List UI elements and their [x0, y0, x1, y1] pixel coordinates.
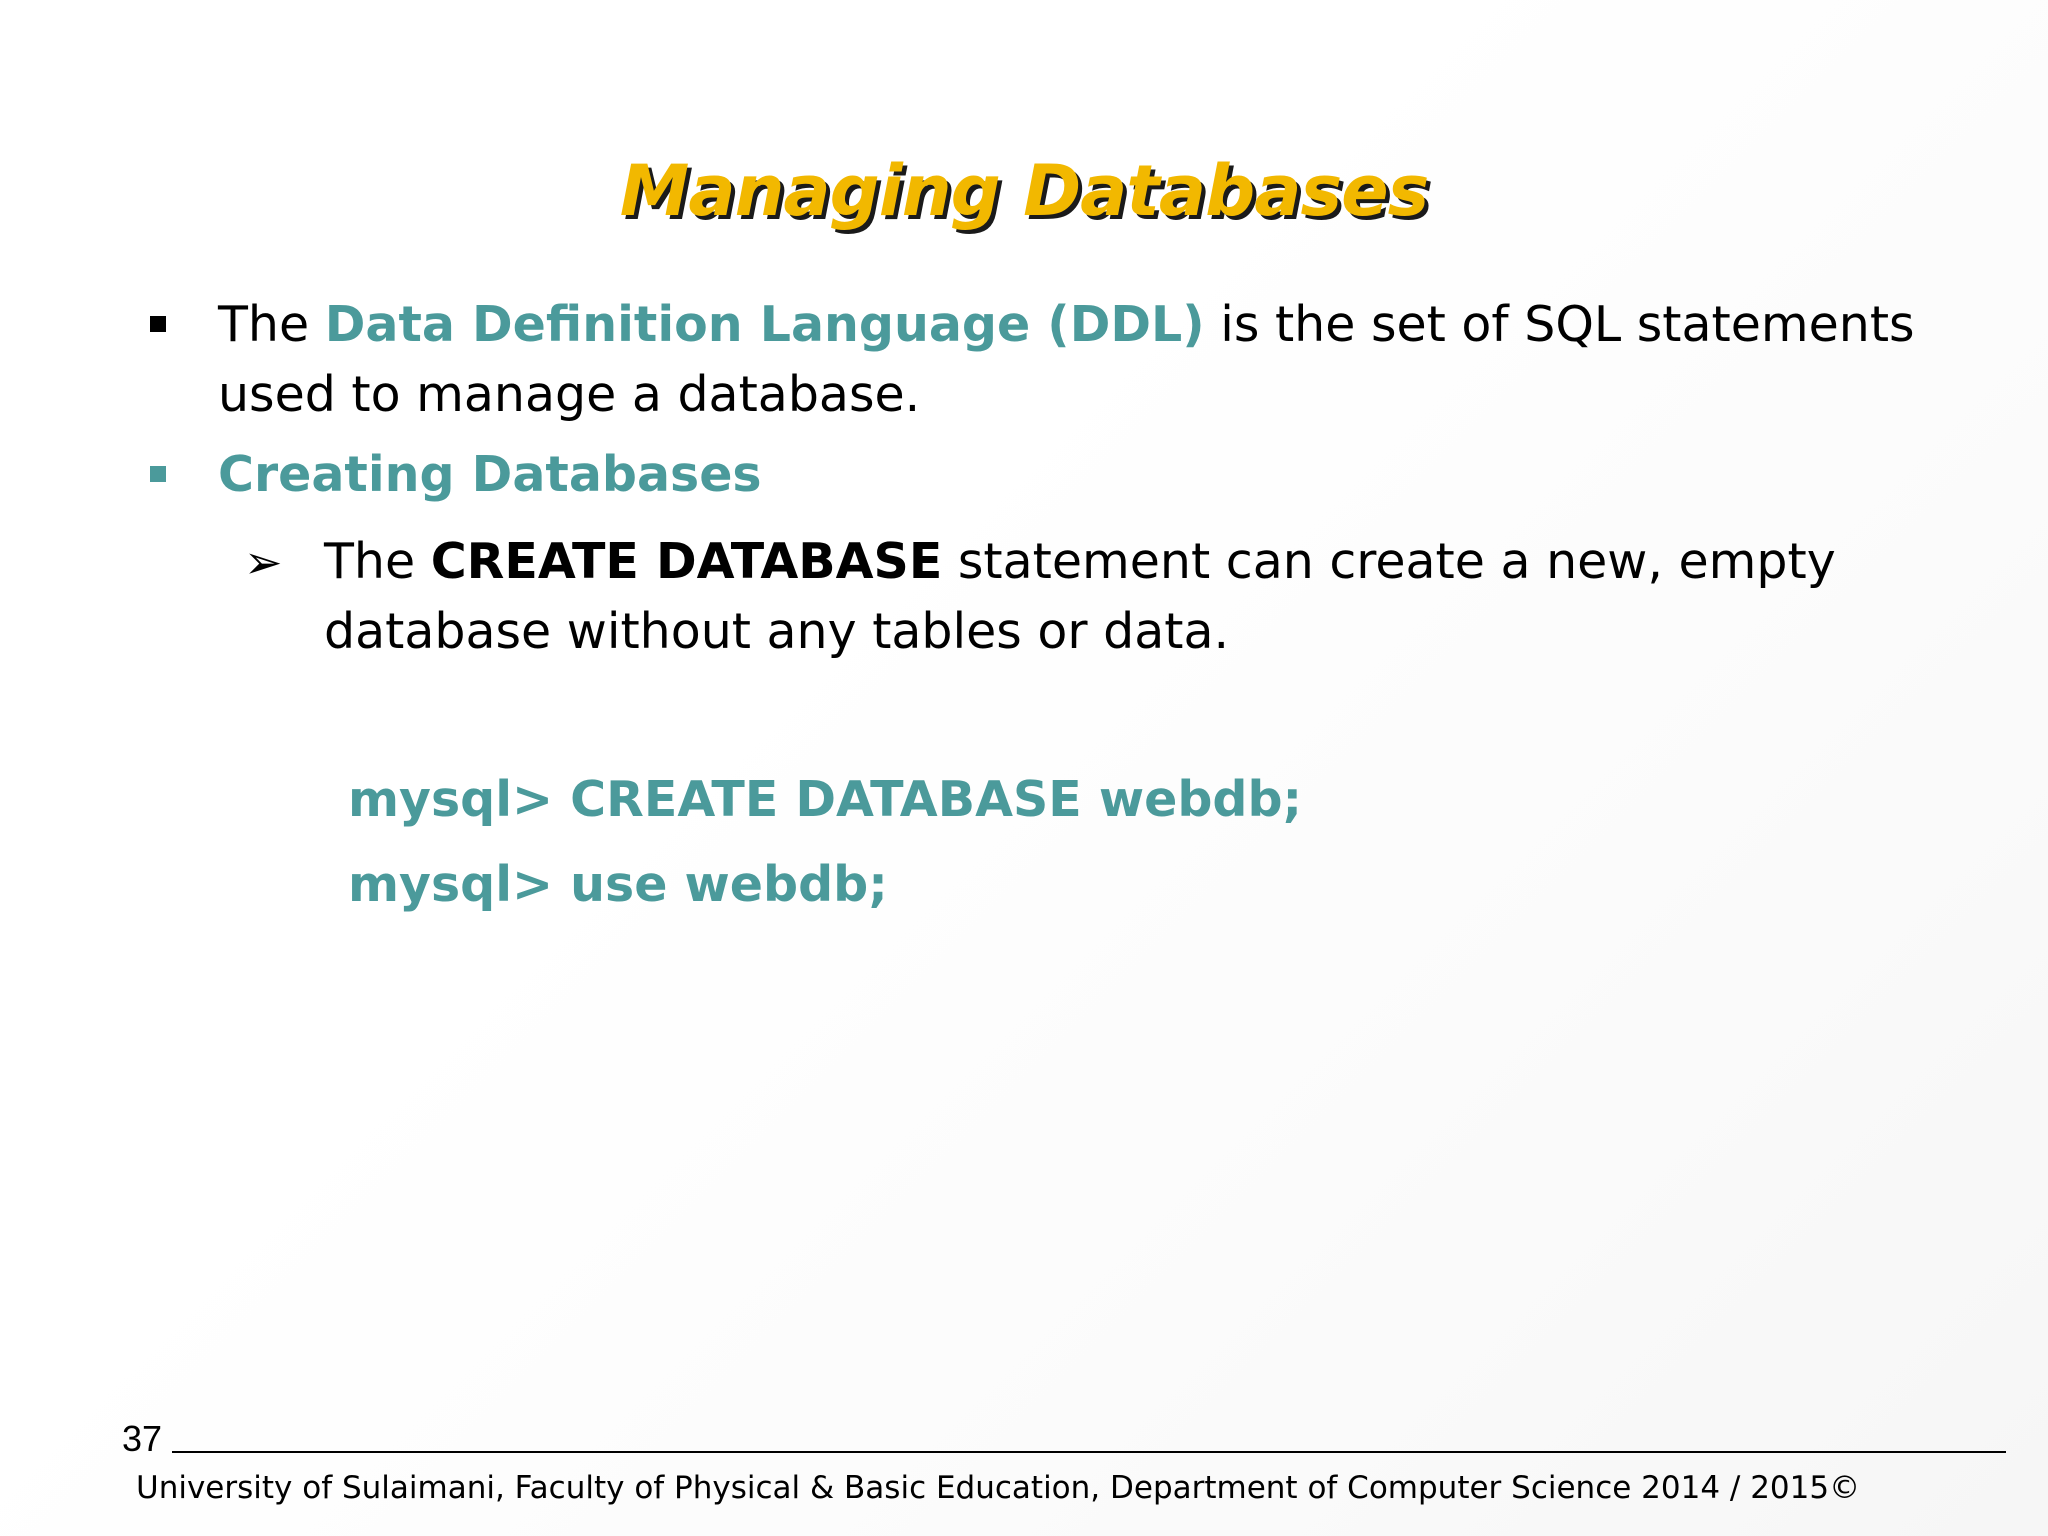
ddl-term: Data Definition Language (DDL): [324, 296, 1205, 353]
slide-title: Managing Databases: [619, 150, 1429, 232]
sub-bullet-text: [324, 527, 1988, 667]
arrow-bullet-icon: ➢: [244, 535, 283, 589]
code-line: mysql> CREATE DATABASE webdb;: [348, 771, 1303, 828]
sub-bullet-suffix: statement can create a new, empty database without any tables or data.: [324, 533, 1836, 660]
bullet-ddl-text: [218, 290, 1988, 430]
bullet-ddl-prefix: The: [218, 296, 325, 353]
footer-divider: [172, 1451, 2006, 1453]
section-heading: Creating Databases: [218, 446, 762, 503]
code-line: mysql> use webdb;: [348, 856, 888, 913]
footer-text: University of Sulaimani, Faculty of Physical & Basic Education, Department of Computer Science 2014 / 2015©: [136, 1470, 1861, 1506]
create-database-keyword: CREATE DATABASE: [430, 533, 943, 590]
bullet-ddl-suffix: is the set of SQL statements used to manage a database.: [218, 296, 1915, 423]
square-bullet-icon: [150, 316, 166, 332]
sub-bullet-prefix: The: [324, 533, 431, 590]
square-bullet-icon: [150, 466, 166, 482]
slide-number: 37: [122, 1418, 163, 1459]
